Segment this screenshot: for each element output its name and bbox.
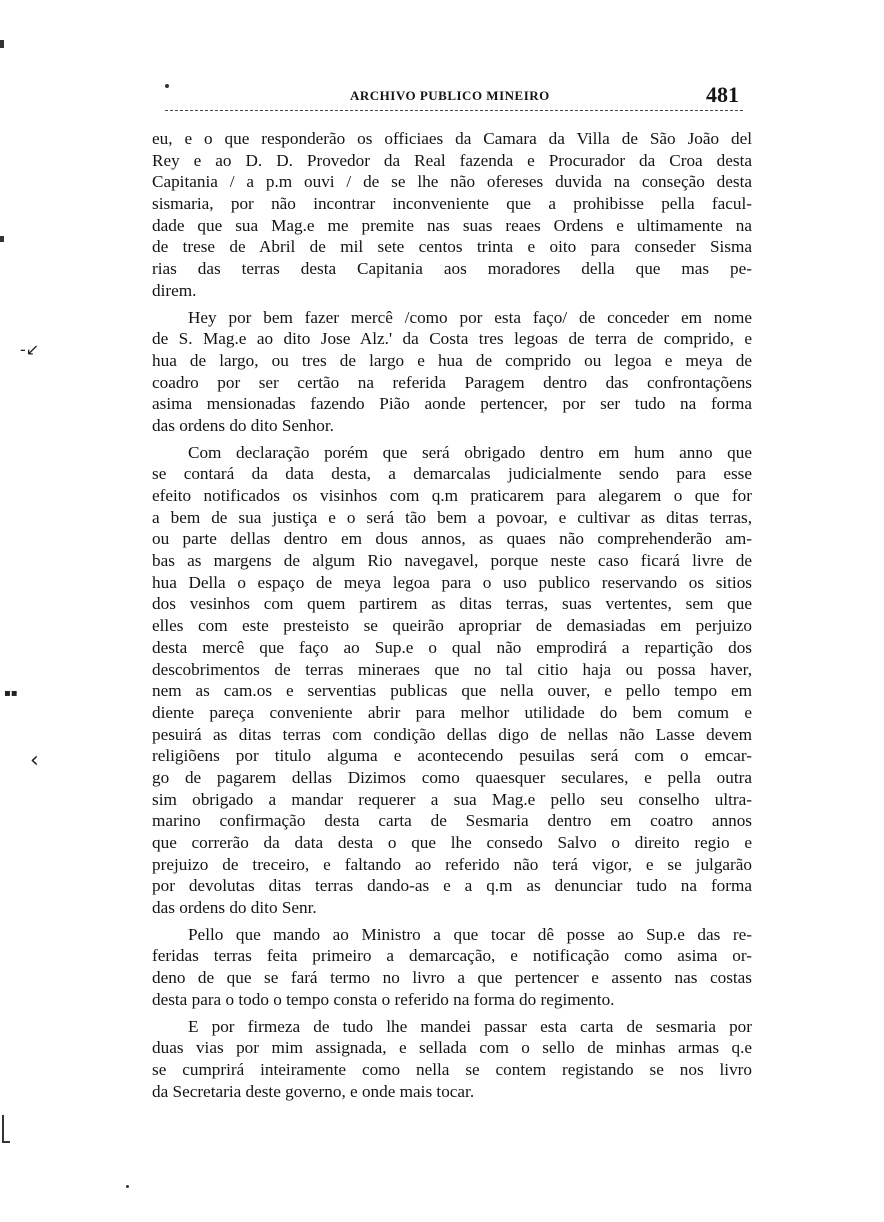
paragraph [152, 1016, 752, 1103]
text-line: se cumprirá inteiramente como nella se contem registando se nos livro [152, 1059, 752, 1079]
text-line: efeito notificados os visinhos com q.m praticarem para alegarem o que for [152, 486, 752, 505]
text-line: ou parte dellas dentro em dous annos, as quaes não comprehenderão am- [152, 529, 752, 549]
text-line: a bem de sua justiça e o será tão bem a povoar, e cultivar as ditas terras, [152, 507, 752, 527]
paragraph [152, 128, 752, 302]
margin-chevron-icon: ‹ [30, 748, 39, 773]
text-line: nem as cam.os e serventias publicas que nella ouver, e pello tempo em [152, 681, 752, 701]
page-number: 481 [706, 82, 739, 107]
text-line: hua de largo, ou tres de largo e hua de comprido ou legoa e meya de [152, 350, 752, 370]
text-line: coadro por ser certão na referida Paragem dentro das confrontaçõens [152, 372, 752, 392]
text-line: hua Della o espaço de meya legoa para o uso publico reservando os sitios [152, 572, 752, 592]
text-line: Rey e ao D. D. Provedor da Real fazenda e Procurador da Croa desta [152, 150, 752, 170]
margin-bracket-mark [2, 1115, 10, 1143]
text-line: rias das terras desta Capitania aos moradores della que mas pe- [152, 259, 752, 279]
paragraph [152, 442, 752, 919]
text-line: descobrimentos de terras mineraes que no tal citio haja ou possa haver, [152, 659, 752, 679]
text-line: bas as margens de algum Rio navegavel, porque neste caso ficará livre de [152, 551, 752, 571]
text-line: go de pagarem dellas Dizimos como quaesquer seculares, e pella outra [152, 767, 752, 787]
text-line: se contará da data desta, a demarcalas judicialmente sendo para esse [152, 464, 752, 484]
paragraph [152, 924, 752, 1011]
journal-title: ARCHIVO PUBLICO MINEIRO [350, 88, 550, 103]
margin-speck [126, 1185, 129, 1188]
text-line: das ordens do dito Senhor. [152, 415, 334, 435]
text-line: sismaria, por não incontrar inconveniente que a prohibisse pella facul- [152, 194, 752, 214]
text-line: que correrão da data desta o que lhe consedo Salvo o direito regio e [152, 833, 752, 852]
text-line: prejuizo de treceiro, e faltando ao referido não terá vigor, e se julgarão [152, 854, 752, 874]
text-line: da Secretaria deste governo, e onde mais tocar. [152, 1081, 475, 1101]
header-rule [165, 110, 743, 111]
text-line: eu, e o que responderão os officiaes da Camara da Villa de São João del [152, 129, 752, 148]
text-line: por devolutas ditas terras dando-as e a q.m as denunciar tudo na forma [152, 876, 752, 896]
text-line: feridas terras feita primeiro a demarcação, e notificação como asima or- [152, 946, 752, 966]
text-line: das ordens do dito Senr. [152, 898, 317, 918]
text-line: desta mercê que faço ao Sup.e o qual não emprodirá a repartição dos [152, 637, 752, 657]
text-line: Capitania / a p.m ouvi / de se lhe não ofereses duvida na conseção desta [152, 172, 752, 192]
margin-speck [0, 40, 4, 48]
text-line: religiõens por titulo alguma e acontecendo pesuilas será com o emcar- [152, 746, 752, 766]
text-line: desta para o todo o tempo consta o referido na forma do regimento. [152, 989, 615, 1009]
text-line: Pello que mando ao Ministro a que tocar dê posse ao Sup.e das re- [188, 924, 752, 944]
text-line: marino confirmação desta carta de Sesmaria dentro em coatro annos [152, 811, 752, 831]
text-line: pesuirá as ditas terras com condição dellas digo de nellas não Lasse devem [152, 724, 752, 744]
text-line: direm. [152, 280, 197, 300]
text-line: sim obrigado a mandar requerer a sua Mag.e pello seu conselho ultra- [152, 789, 752, 809]
text-line: de trese de Abril de mil sete centos trinta e oito para conseder Sisma [152, 237, 752, 257]
margin-arrow-icon: -↙ [20, 340, 40, 359]
text-line: dade que sua Mag.e me premite nas suas reaes Ordens e ultimamente na [152, 215, 752, 235]
running-header [165, 82, 743, 116]
margin-speck [0, 236, 4, 242]
header-dot-mark [165, 84, 169, 88]
text-line: de S. Mag.e ao dito Jose Alz.' da Costa tres legoas de terra de comprido, e [152, 329, 752, 349]
text-line: deno de que se fará termo no livro a que pertencer e assento nas costas [152, 968, 752, 988]
paragraph [152, 307, 752, 437]
text-line: E por firmeza de tudo lhe mandei passar esta carta de sesmaria por [188, 1016, 752, 1036]
body-text [152, 128, 752, 1107]
text-line: duas vias por mim assignada, e sellada com o sello de minhas armas q.e [152, 1038, 752, 1058]
text-line: Hey por bem fazer mercê /como por esta faço/ de conceder em nome [188, 307, 752, 327]
text-line: elles com este presteisto se queirão apropriar de demasiadas em perjuizo [152, 616, 752, 636]
text-line: asima mensionadas fazendo Pião aonde pertencer, por ser tudo na forma [152, 394, 752, 414]
text-line: diente pareça conveniente abrir para melhor utilidade do bem comum e [152, 702, 752, 722]
text-line: Com declaração porém que será obrigado dentro em hum anno que [188, 442, 752, 462]
margin-dash-icon: ▪▪ [4, 688, 18, 699]
text-line: dos vesinhos com quem partirem as ditas terras, suas vertentes, sem que [152, 594, 752, 614]
